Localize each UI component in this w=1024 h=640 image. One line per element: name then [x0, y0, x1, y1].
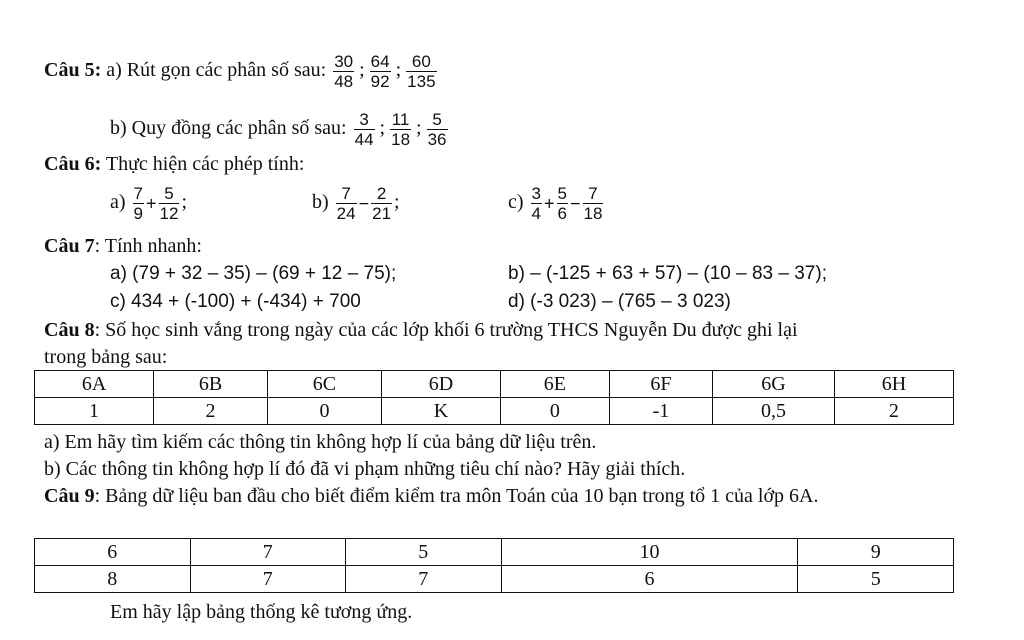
- question-8-text-2: trong bảng sau:: [44, 346, 168, 368]
- table-row: 6A 6B 6C 6D 6E 6F 6G 6H: [35, 371, 954, 398]
- absence-table: [34, 370, 954, 425]
- question-8-text-1: : Số học sinh vắng trong ngày của các lớp khối 6 trường THCS Nguyễn Du được ghi lại: [94, 319, 798, 341]
- fraction: $\frac{5}{6}$: [557, 184, 567, 223]
- question-6-c: c) $\frac{3}{4}$ + $\frac{5}{6}$ − $\frac{7}{18}$: [508, 184, 603, 223]
- fraction: $\frac{30}{48}$: [334, 52, 354, 91]
- question-6-title: Câu 6:: [44, 153, 102, 175]
- question-5-a: Câu 5: a) Rút gọn các phân số sau: $\frac{30}{48}$ ; $\frac{64}{92}$ ; $\frac{60}{135}$: [44, 52, 436, 91]
- fraction: $\frac{7}{9}$: [133, 184, 144, 223]
- fraction: $\frac{60}{135}$: [407, 52, 436, 91]
- fraction: $\frac{5}{36}$: [427, 110, 447, 149]
- question-7-c: c) 434 + (-100) + (-434) + 700: [110, 291, 361, 312]
- question-6-b: b) $\frac{7}{24}$ − $\frac{2}{21}$ ;: [312, 184, 400, 223]
- question-7-a: a) (79 + 32 – 35) – (69 + 12 – 75);: [110, 263, 397, 284]
- question-6: [44, 152, 304, 176]
- fraction: $\frac{7}{18}$: [583, 184, 603, 223]
- question-6-a: a) $\frac{7}{9}$ + $\frac{5}{12}$ ;: [110, 184, 188, 223]
- question-8-title: Câu 8: [44, 319, 95, 341]
- fraction: $\frac{3}{4}$: [531, 184, 542, 223]
- fraction: $\frac{7}{24}$: [336, 184, 356, 223]
- question-5-title: Câu 5:: [44, 59, 102, 82]
- question-8: [44, 318, 798, 342]
- fraction: $\frac{64}{92}$: [370, 52, 390, 91]
- question-9-footer: Em hãy lập bảng thống kê tương ứng.: [110, 601, 413, 623]
- question-7-title: Câu 7: [44, 235, 95, 257]
- table-row: 1 2 0 K 0 -1 0,5 2: [35, 398, 954, 425]
- question-8-a: a) Em hãy tìm kiếm các thông tin không hợp lí của bảng dữ liệu trên.: [44, 431, 597, 453]
- question-5-b-text: b) Quy đồng các phân số sau:: [110, 117, 347, 140]
- question-7-text: : Tính nhanh:: [94, 235, 202, 257]
- fraction: $\frac{2}{21}$: [372, 184, 392, 223]
- question-5-a-text: a) Rút gọn các phân số sau:: [106, 59, 327, 82]
- score-table: [34, 538, 954, 593]
- question-5-b: b) Quy đồng các phân số sau: $\frac{3}{44}$ ; $\frac{11}{18}$ ; $\frac{5}{36}$: [110, 110, 447, 149]
- question-7: [44, 234, 202, 258]
- fraction: $\frac{11}{18}$: [391, 110, 411, 149]
- fraction: $\frac{3}{44}$: [354, 110, 374, 149]
- question-7-d: d) (-3 023) – (765 – 3 023): [508, 291, 731, 312]
- table-row: 8 7 7 6 5: [35, 566, 954, 593]
- question-9-title: Câu 9: [44, 485, 95, 507]
- fraction: $\frac{5}{12}$: [159, 184, 179, 223]
- question-8-b: b) Các thông tin không hợp lí đó đã vi phạm những tiêu chí nào? Hãy giải thích.: [44, 458, 686, 480]
- question-7-b: b) – (-125 + 63 + 57) – (10 – 83 – 37);: [508, 263, 827, 284]
- question-9-text: : Bảng dữ liệu ban đầu cho biết điểm kiểm tra môn Toán của 10 bạn trong tổ 1 của lớp 6A.: [94, 485, 819, 507]
- table-row: 6 7 5 10 9: [35, 539, 954, 566]
- question-6-text: Thực hiện các phép tính:: [105, 153, 305, 175]
- question-9: [44, 484, 819, 508]
